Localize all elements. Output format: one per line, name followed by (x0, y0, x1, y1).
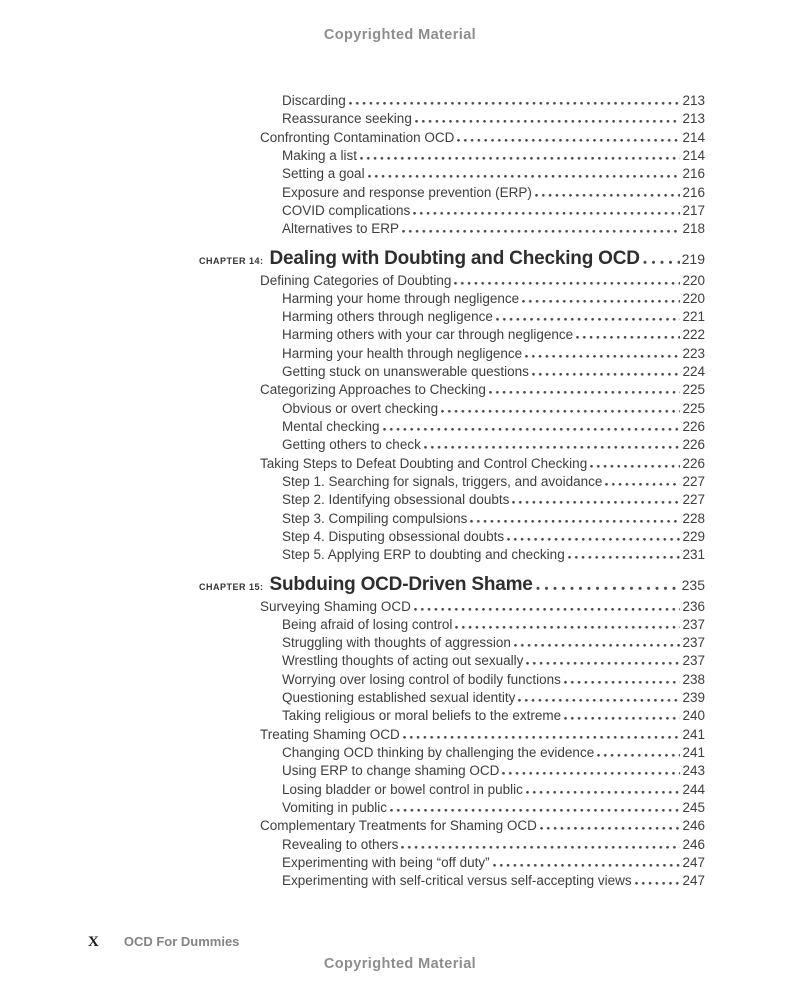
entry-label: Harming your health through negligence (282, 345, 523, 361)
entry-label: Experimenting with self-critical versus self-accepting views (282, 873, 632, 889)
page-number: 247 (682, 873, 705, 889)
page-number: 219 (681, 250, 705, 267)
toc-entry-row (199, 363, 705, 381)
toc-entry-row (199, 726, 705, 744)
entry-label: Experimenting with being “off duty” (282, 854, 490, 870)
entry-label: Step 2. Identifying obsessional doubts (282, 492, 510, 508)
toc-entry-row (199, 436, 705, 454)
page-number: 216 (682, 184, 705, 200)
page-number: 218 (682, 221, 705, 237)
dot-leader (455, 625, 680, 629)
page-number: 246 (682, 818, 705, 834)
page-number: 213 (682, 111, 705, 127)
page-number: 217 (682, 202, 705, 218)
toc-entry-row (199, 689, 705, 707)
toc-entry-row (199, 836, 705, 854)
entry-label: Discarding (282, 93, 346, 108)
page-number: 237 (682, 616, 705, 632)
dot-leader (605, 482, 680, 486)
entry-label: Setting a goal (282, 166, 365, 182)
dot-leader (415, 119, 681, 123)
toc-chapter-row (199, 572, 705, 598)
page-number: 220 (682, 272, 705, 288)
bottom-watermark: Copyrighted Material (323, 956, 477, 972)
entry-label: Confronting Contamination OCD (260, 129, 455, 145)
page-number: 244 (682, 781, 705, 797)
toc-entry-row (199, 546, 705, 564)
dot-leader (526, 790, 681, 794)
toc-entry-row (199, 165, 705, 183)
entry-label: Alternatives to ERP (282, 221, 400, 237)
page-number: 227 (682, 492, 705, 508)
page-number: 239 (682, 690, 705, 706)
entry-label: Step 1. Searching for signals, triggers, and avoidance (282, 473, 603, 489)
page-number: 225 (682, 382, 705, 398)
page-number: 241 (682, 726, 705, 742)
dot-leader (522, 299, 680, 303)
toc-entry-row (199, 510, 705, 528)
entry-label: Making a list (282, 147, 358, 163)
toc-entry-row (199, 220, 705, 238)
entry-label: Wrestling thoughts of acting out sexually (282, 653, 524, 669)
dot-leader (507, 537, 680, 541)
toc-entry-row (199, 762, 705, 780)
entry-label: Surveying Shaming OCD (260, 598, 411, 614)
entry-label: Obvious or overt checking (282, 400, 439, 416)
toc-chapter-row (199, 246, 705, 272)
dot-leader (493, 863, 681, 867)
dot-leader (532, 372, 681, 376)
toc-entry-row (199, 707, 705, 725)
page-number: 237 (682, 653, 705, 669)
dot-leader (368, 174, 681, 178)
page-number: 228 (682, 510, 705, 526)
entry-label: Complementary Treatments for Shaming OCD (260, 818, 537, 834)
toc-entry-row (199, 634, 705, 652)
dot-leader (360, 156, 680, 160)
dot-leader (441, 409, 680, 413)
toc-entry-row (199, 418, 705, 436)
dot-leader (512, 500, 680, 504)
page-number: 245 (682, 799, 705, 815)
page-number: 216 (682, 166, 705, 182)
page-number: 231 (682, 547, 705, 563)
entry-label: Using ERP to change shaming OCD (282, 763, 500, 779)
entry-label: Harming others with your car through negligence (282, 327, 574, 343)
dot-leader (502, 771, 680, 775)
toc-entry-row (199, 147, 705, 165)
dot-leader (413, 211, 680, 215)
dot-leader (402, 229, 680, 233)
page-number: 224 (682, 364, 705, 380)
toc-entry-row (199, 400, 705, 418)
entry-label: Worrying over losing control of bodily functions (282, 671, 561, 687)
dot-leader (383, 427, 681, 431)
dot-leader (643, 260, 680, 264)
entry-label: Step 5. Applying ERP to doubting and checking (282, 547, 565, 563)
dot-leader (489, 390, 681, 394)
dot-leader (536, 586, 680, 590)
dot-leader (597, 753, 680, 757)
page-number: 235 (681, 576, 705, 593)
toc-entry-row (199, 381, 705, 399)
entry-label: Taking religious or moral beliefs to the extreme (282, 708, 562, 724)
dot-leader (635, 881, 681, 885)
toc-entry-row (199, 184, 705, 202)
dot-leader (424, 445, 681, 449)
entry-label: Reassurance seeking (282, 111, 412, 127)
dot-leader (414, 607, 681, 611)
toc-entry-row (199, 455, 705, 473)
page-number: 220 (682, 290, 705, 306)
page-number: 226 (682, 437, 705, 453)
dot-leader (518, 698, 680, 702)
entry-label: Harming your home through negligence (282, 290, 520, 306)
page-number: 222 (682, 327, 705, 343)
dot-leader (401, 845, 680, 849)
dot-leader (576, 335, 680, 339)
top-watermark: Copyrighted Material (323, 27, 477, 43)
entry-label: Treating Shaming OCD (260, 726, 400, 742)
entry-label: Step 3. Compiling compulsions (282, 510, 468, 526)
page-number: 243 (682, 763, 705, 779)
toc-entry-row (199, 744, 705, 762)
entry-label: Harming others through negligence (282, 309, 493, 325)
toc-entry-row (199, 781, 705, 799)
page-number: 247 (682, 854, 705, 870)
toc-entry-row (199, 491, 705, 509)
dot-leader (457, 138, 680, 142)
dot-leader (568, 555, 681, 559)
entry-label: Questioning established sexual identity (282, 690, 516, 706)
entry-label: Categorizing Approaches to Checking (260, 382, 486, 398)
dot-leader (564, 680, 681, 684)
toc-entry-row (199, 598, 705, 616)
chapter-number-label: CHAPTER 15: (199, 581, 264, 592)
toc-entry-row (199, 290, 705, 308)
entry-label: Mental checking (282, 419, 380, 434)
page-number: 236 (682, 598, 705, 614)
page-number: 213 (682, 93, 705, 108)
chapter-title: Dealing with Doubting and Checking OCD (269, 247, 640, 269)
entry-label: Revealing to others (282, 836, 399, 852)
toc-entry-row (199, 872, 705, 890)
toc-entry-row (199, 110, 705, 128)
entry-label: Struggling with thoughts of aggression (282, 635, 511, 651)
entry-label: Exposure and response prevention (ERP) (282, 184, 532, 200)
page-number: 223 (682, 345, 705, 361)
page-number: 241 (682, 745, 705, 760)
page-number: 214 (682, 129, 705, 145)
entry-label: Getting others to check (282, 437, 421, 453)
entry-label: Taking Steps to Defeat Doubting and Control Checking (260, 455, 588, 471)
page-number: 229 (682, 528, 705, 544)
dot-leader (470, 519, 680, 523)
dot-leader (590, 464, 680, 468)
footer-book-title: OCD For Dummies (123, 934, 240, 949)
page-number: 246 (682, 836, 705, 852)
toc-entry-row (199, 652, 705, 670)
entry-label: Step 4. Disputing obsessional doubts (282, 528, 505, 544)
toc-entry-row (199, 616, 705, 634)
toc-entry-row (199, 799, 705, 817)
dot-leader (525, 354, 680, 358)
page-number: 214 (682, 147, 705, 163)
entry-label: Defining Categories of Doubting (260, 272, 452, 288)
page-number: 238 (682, 671, 705, 687)
dot-leader (403, 735, 681, 739)
toc-entry-row (199, 326, 705, 344)
entry-label: Changing OCD thinking by challenging the evidence (282, 745, 595, 760)
page-number: 221 (682, 309, 705, 325)
toc-list (199, 92, 705, 891)
footer-page-number: X (88, 934, 99, 950)
page-number: 226 (682, 419, 705, 434)
toc-entry-row (199, 817, 705, 835)
page-number: 225 (682, 400, 705, 416)
dot-leader (454, 281, 680, 285)
dot-leader (540, 826, 681, 830)
toc-entry-row (199, 854, 705, 872)
toc-entry-row (199, 272, 705, 290)
dot-leader (564, 716, 680, 720)
toc-entry-row (199, 308, 705, 326)
dot-leader (526, 661, 680, 665)
page-number: 237 (682, 635, 705, 651)
dot-leader (496, 317, 681, 321)
page-number: 226 (682, 455, 705, 471)
toc-entry-row (199, 92, 705, 110)
page-number: 240 (682, 708, 705, 724)
entry-label: COVID complications (282, 202, 411, 218)
dot-leader (514, 643, 681, 647)
footer (88, 934, 239, 951)
page-number: 227 (682, 473, 705, 489)
toc-entry-row (199, 345, 705, 363)
dot-leader (349, 101, 681, 105)
toc-entry-row (199, 473, 705, 491)
entry-label: Being afraid of losing control (282, 616, 453, 632)
chapter-title: Subduing OCD-Driven Shame (269, 573, 533, 595)
toc-entry-row (199, 202, 705, 220)
entry-label: Vomiting in public (282, 799, 388, 815)
entry-label: Getting stuck on unanswerable questions (282, 364, 529, 380)
toc-entry-row (199, 129, 705, 147)
dot-leader (535, 193, 681, 197)
entry-label: Losing bladder or bowel control in public (282, 781, 523, 797)
chapter-number-label: CHAPTER 14: (199, 255, 264, 266)
toc-entry-row (199, 671, 705, 689)
dot-leader (390, 808, 680, 812)
toc-entry-row (199, 528, 705, 546)
